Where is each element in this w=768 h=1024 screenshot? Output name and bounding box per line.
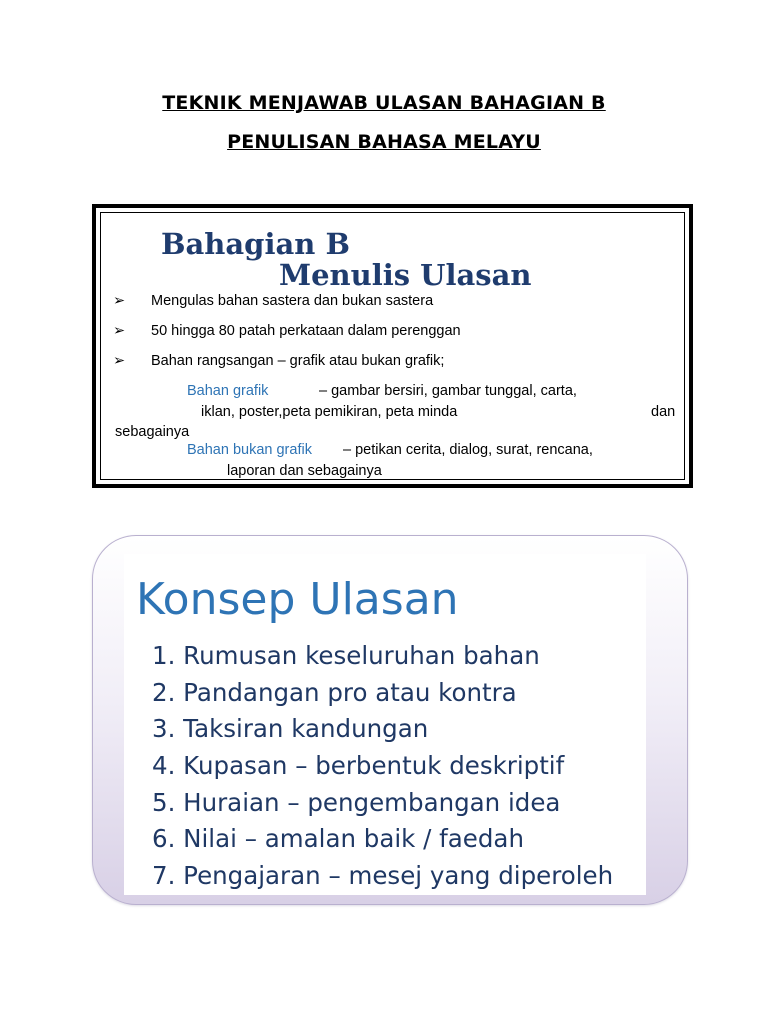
list-item: 7. Pengajaran – mesej yang diperoleh <box>152 861 614 891</box>
page-title: TEKNIK MENJAWAB ULASAN BAHAGIAN B <box>162 92 606 114</box>
bahan-bukan-grafik-text: – petikan cerita, dialog, surat, rencana, <box>343 442 593 458</box>
bahan-grafik-text-end: dan <box>651 404 676 420</box>
list-item: 5. Huraian – pengembangan idea <box>152 787 561 817</box>
arrow-bullet-icon: ➢ <box>113 353 126 369</box>
bahan-bukan-grafik-label: Bahan bukan grafik <box>187 442 312 458</box>
bullet-item <box>113 323 461 339</box>
bahan-grafik-text: – gambar bersiri, gambar tunggal, carta, <box>319 383 577 399</box>
bahagian-b-inner-frame <box>100 212 685 480</box>
page-subtitle: PENULISAN BAHASA MELAYU <box>227 131 541 153</box>
bullet-text: Mengulas bahan sastera dan bukan sastera <box>151 293 434 309</box>
bullet-item <box>113 293 433 309</box>
arrow-bullet-icon: ➢ <box>113 293 126 309</box>
bahagian-b-box <box>92 204 693 488</box>
konsep-ulasan-title: Konsep Ulasan <box>136 574 459 625</box>
konsep-ulasan-panel <box>124 554 646 895</box>
konsep-list <box>152 638 613 895</box>
bullet-text: Bahan rangsangan – grafik atau bukan grafik; <box>151 353 445 369</box>
list-item: 4. Kupasan – berbentuk deskriptif <box>152 751 565 781</box>
konsep-ulasan-box <box>92 535 688 905</box>
list-item: 2. Pandangan pro atau kontra <box>152 677 517 707</box>
bahan-grafik-text-wrap: sebagainya <box>115 424 190 440</box>
menulis-ulasan-heading: Menulis Ulasan <box>279 258 532 292</box>
bahan-grafik-text-cont: iklan, poster,peta pemikiran, peta minda <box>201 404 458 420</box>
bullet-text: 50 hingga 80 patah perkataan dalam perenggan <box>151 323 461 339</box>
bahan-bukan-grafik-text-cont: laporan dan sebagainya <box>227 463 382 479</box>
list-item: 3. Taksiran kandungan <box>152 714 429 744</box>
bahan-grafik-label: Bahan grafik <box>187 383 269 399</box>
list-item: 1. Rumusan keseluruhan bahan <box>152 641 540 670</box>
list-item: 6. Nilai – amalan baik / faedah <box>152 824 524 854</box>
arrow-bullet-icon: ➢ <box>113 323 126 339</box>
bullet-item <box>113 353 444 369</box>
bahagian-b-heading: Bahagian B <box>161 227 350 261</box>
